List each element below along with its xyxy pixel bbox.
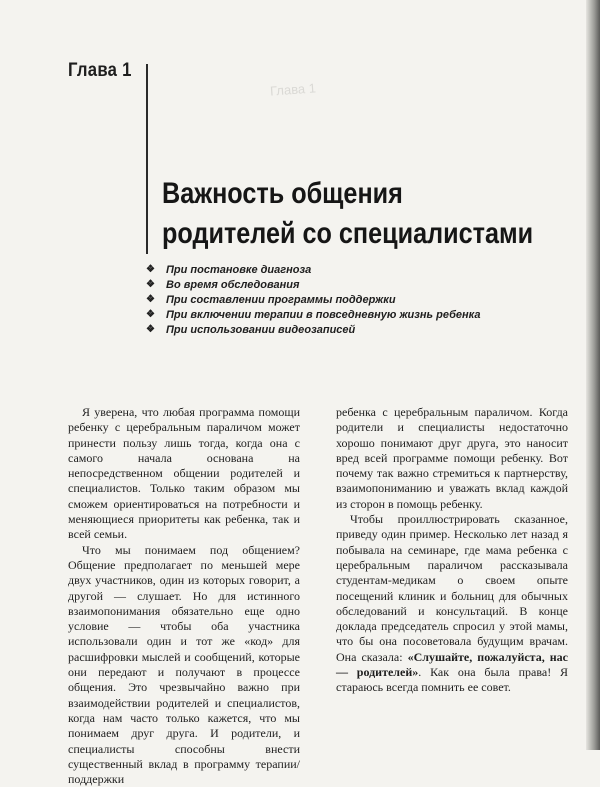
list-item	[146, 292, 480, 307]
paragraph: Что мы понимаем под общением? Общение предполагает по меньшей мере двух участников, один из которых говорит, а другой — слушает. Но для истинного взаимопонимания обязательно еще одно условие — чтобы оба участника использовали один и тот же «код» для расшифровки мыслей и сообщений, которые они передают и получают в процессе общения. Это чрезвычайно важно при взаимодействии родителей и специалистов, когда нам часто только кажется, что мы понимаем друг друга. И родители, и специалисты способны внести существенный вклад в программу терапии/поддержки	[68, 542, 300, 787]
diamond-bullet-icon: ❖	[146, 324, 155, 335]
paragraph-text: Чтобы проиллюстрировать сказанное, приведу один пример. Несколько лет назад я побывала на семинаре, где мама ребенка с церебральным параличом рассказывала студентам-медикам о своем опыте посещений клиник и больниц для обычных обследований и консультаций. В конце доклада председатель спросил у этой мамы, что бы она посоветовала будущим врачам. Она сказала:	[336, 512, 568, 664]
diamond-bullet-icon: ❖	[146, 264, 155, 275]
chapter-label: Глава 1	[68, 60, 132, 81]
list-item	[146, 262, 480, 277]
diamond-bullet-icon: ❖	[146, 309, 155, 320]
list-item	[146, 322, 480, 337]
list-item-text: При включении терапии в повседневную жизнь ребенка	[166, 308, 481, 321]
diamond-bullet-icon: ❖	[146, 279, 155, 290]
diamond-bullet-icon: ❖	[146, 294, 155, 305]
list-item-text: При постановке диагноза	[166, 263, 312, 276]
paragraph-text-end: . Как она была права! Я стараюсь всегда помнить ее совет.	[336, 665, 568, 695]
list-item-text: При использовании видеозаписей	[166, 323, 356, 336]
right-text-column	[336, 405, 568, 696]
list-item-text: При составлении программы поддержки	[166, 293, 396, 306]
list-item	[146, 277, 480, 292]
chapter-title-line-1: Важность общения	[162, 177, 403, 210]
faint-mark: Глава 1	[269, 80, 317, 99]
page-binding-edge	[586, 0, 600, 750]
list-item	[146, 307, 480, 322]
chapter-title	[162, 174, 533, 254]
paragraph	[336, 512, 568, 696]
topic-list	[146, 262, 480, 337]
paragraph: Я уверена, что любая программа помощи ребенку с церебральным параличом может принести пользу лишь тогда, когда она с самого начала основана на непосредственном общении родителей и специалистов. Только таким образом мы сможем ориентироваться на потребности и меняющиеся приоритеты как ребенка, так и всей семьи.	[68, 405, 300, 542]
list-item-text: Во время обследования	[166, 278, 300, 291]
chapter-title-line-2: родителей со специалистами	[162, 217, 534, 250]
paragraph: ребенка с церебральным параличом. Когда родители и специалисты недостаточно хорошо понимают друг друга, это наносит вред всей программе помощи ребенку. Вот почему так важно стремиться к партнерству, взаимопониманию и уважать вклад каждой из сторон в помощь ребенку.	[336, 405, 568, 511]
quote-emphasis: «Слушайте, пожалуйста, нас — родителей»	[336, 649, 568, 680]
chapter-divider-line	[146, 64, 148, 254]
left-text-column	[68, 405, 300, 787]
